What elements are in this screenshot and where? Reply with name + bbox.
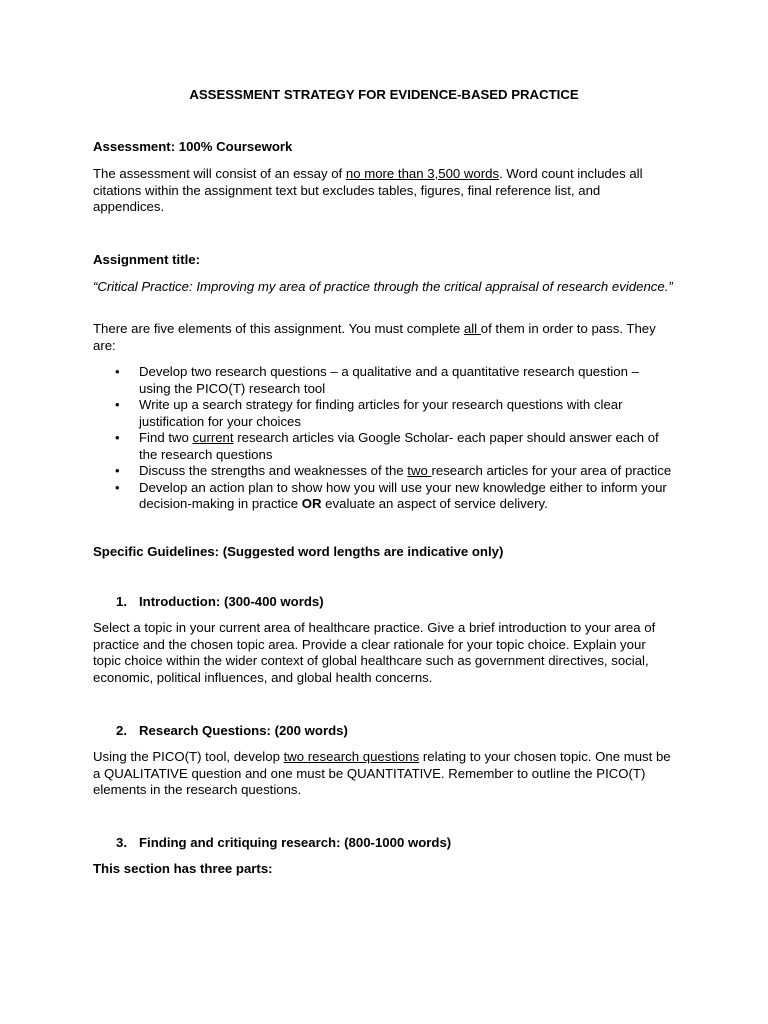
section-1-heading [116, 594, 676, 611]
section-3-subheading: This section has three parts: [93, 861, 273, 876]
list-item [93, 463, 673, 480]
list-item [93, 397, 673, 430]
list-item-text: Develop an action plan to show how you will use your new knowledge either to inform your decision-making in practice [139, 479, 667, 511]
word-limit-underlined: no more than 3,500 words [345, 166, 500, 181]
bullet-icon: • [115, 430, 120, 445]
assessment-text-a: The assessment will consist of an essay of [93, 166, 346, 181]
list-item-text: Write up a search strategy for finding articles for your research questions with clear justification for your choices [139, 397, 623, 429]
list-item [93, 480, 673, 513]
assessment-heading: Assessment: 100% Coursework [93, 139, 293, 154]
list-item [93, 364, 673, 397]
bullet-icon: • [115, 397, 120, 412]
guidelines-heading: Specific Guidelines: (Suggested word lengths are indicative only) [93, 544, 504, 559]
section-2-text-a: Using the PICO(T) tool, develop [93, 749, 284, 764]
assignment-intro-b: of them in order to pass. They are: [93, 321, 656, 353]
bullet-icon: • [115, 364, 120, 379]
section-1-body: Select a topic in your current area of healthcare practice. Give a brief introduction to your area of practice and the chosen topic area. Provide a clear rationale for your topic choice. Explain your topic choice within the wider context of global healthcare such as government directives, social, economic, political influences, and global health concerns. [93, 620, 656, 685]
section-1-number: 1. [116, 594, 127, 609]
assignment-title-heading: Assignment title: [93, 252, 200, 267]
section-2-body [93, 749, 673, 799]
section-1-title: Introduction: (300-400 words) [139, 594, 324, 609]
or-bold: OR [301, 496, 322, 511]
section-3-title: Finding and critiquing research: (800-1000 words) [139, 835, 452, 850]
section-3-heading [116, 835, 676, 852]
list-item-text: evaluate an aspect of service delivery. [321, 496, 548, 511]
list-item-text: research articles via Google Scholar- each paper should answer each of the research questions [139, 430, 659, 462]
list-item-text: research articles for your area of practice [431, 463, 672, 478]
two-research-questions-underlined: two research questions [283, 749, 420, 764]
section-2-title: Research Questions: (200 words) [139, 723, 348, 738]
elements-list [93, 364, 673, 513]
all-underlined: all [463, 321, 481, 336]
bullet-icon: • [115, 463, 120, 478]
current-underlined: current [192, 430, 234, 445]
section-3-number: 3. [116, 835, 127, 850]
document-title: ASSESSMENT STRATEGY FOR EVIDENCE-BASED PRACTICE [189, 87, 579, 102]
section-2-number: 2. [116, 723, 127, 738]
assignment-intro [93, 321, 673, 354]
list-item-text: Discuss the strengths and weaknesses of the [139, 463, 408, 478]
list-item [93, 430, 673, 463]
assignment-quote: “Critical Practice: Improving my area of practice through the critical appraisal of research evidence.” [93, 279, 673, 294]
list-item-text: Develop two research questions – a qualitative and a quantitative research question – using the PICO(T) research tool [139, 364, 639, 396]
assessment-paragraph [93, 166, 673, 216]
list-item-text: Find two [139, 430, 193, 445]
assignment-intro-a: There are five elements of this assignment. You must complete [93, 321, 464, 336]
assessment-text-b: . Word count includes all citations within the assignment text but excludes tables, figures, final reference list, and appendices. [93, 166, 643, 214]
section-2-heading [116, 723, 676, 740]
bullet-icon: • [115, 479, 120, 495]
two-underlined: two [407, 463, 432, 478]
section-2-text-b: relating to your chosen topic. One must be a QUALITATIVE question and one must be QUANTITATIVE. Remember to outline the PICO(T) elements in the research questions. [93, 749, 671, 797]
